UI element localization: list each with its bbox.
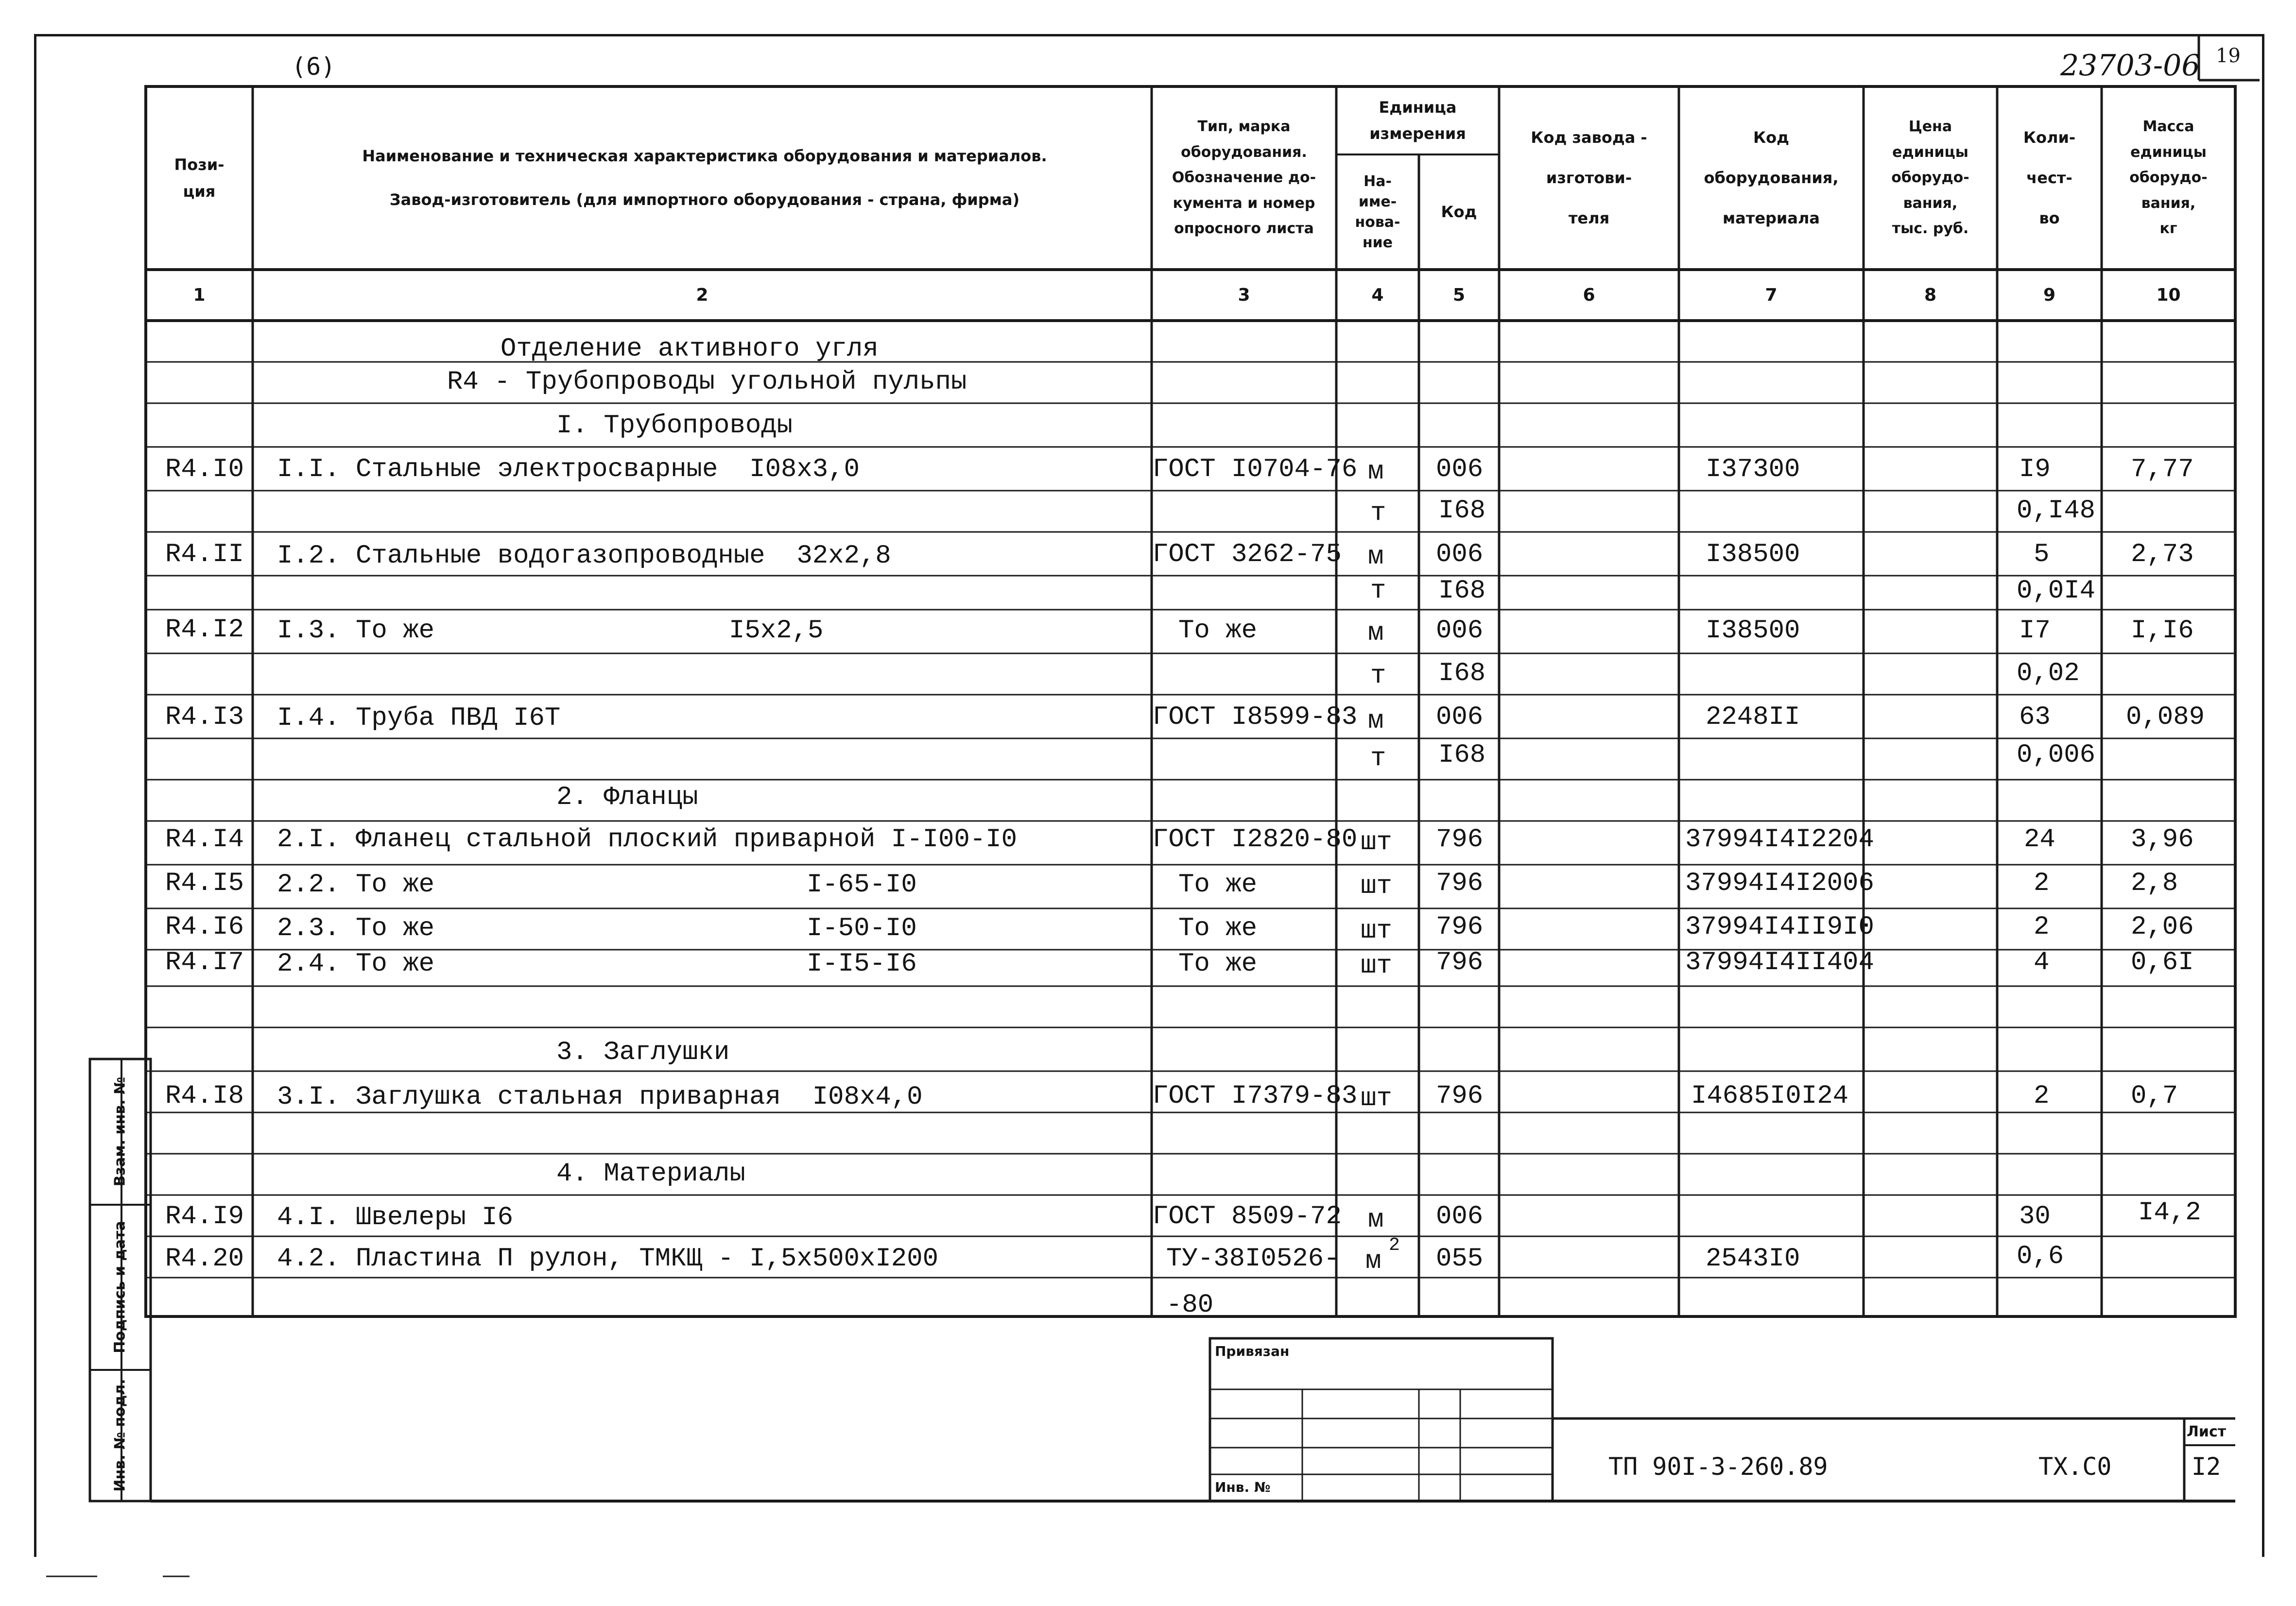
cell-name: 4.2. Пластина П рулон, ТМКЩ - I,5х500хI200 (277, 1244, 939, 1274)
cell-equipment-code: 2543I0 (1706, 1244, 1800, 1274)
section-heading: I. Трубопроводы (556, 411, 793, 441)
col-number: 6 (1583, 285, 1595, 305)
cell-equipment-code: 37994I4I2204 (1685, 825, 1874, 854)
title-block-inv-label: Инв. № (1215, 1479, 1271, 1495)
col-number: 7 (1765, 285, 1778, 305)
cell-unit-code: 006 (1436, 455, 1484, 484)
cell-quantity: I9 (2019, 455, 2051, 484)
cell-unit-code: I68 (1438, 576, 1486, 606)
cell-position: R4.I4 (165, 825, 244, 854)
cell-unit: т (1370, 576, 1386, 606)
cell-position: R4.I5 (165, 869, 244, 898)
side-stamp-signature-date: Подпись и дата (111, 1221, 129, 1353)
cell-unit: м (1368, 618, 1384, 648)
cell-unit: шт (1361, 916, 1392, 946)
side-stamp-replaced-inv: Взам. инв. № (111, 1076, 129, 1187)
cell-mass: 0,7 (2131, 1081, 2178, 1111)
cell-unit: т (1370, 661, 1386, 691)
cell-unit: м (1368, 706, 1384, 736)
section-heading: 3. Заглушки (556, 1038, 730, 1067)
col-header-unit-code: Код (1441, 203, 1477, 222)
col-header-name: Наименование и техническая характеристика оборудования и материалов. Завод-изготовитель (для импортного оборудования - страна, фирма) (362, 146, 1047, 209)
cell-mass: 3,96 (2131, 825, 2194, 854)
cell-quantity: 0,006 (2017, 740, 2096, 770)
cell-mass: 7,77 (2131, 455, 2194, 484)
cell-doc: То же (1178, 870, 1258, 900)
cell-quantity: 2 (2034, 912, 2050, 942)
cell-equipment-code: 2248II (1706, 702, 1800, 732)
cell-quantity: I7 (2019, 616, 2051, 646)
handwritten-doc-number: 23703-06 (2060, 49, 2200, 83)
cell-name: 2.I. Фланец стальной плоский приварной I-I00-I0 (277, 825, 1018, 854)
cell-unit-code: I68 (1438, 659, 1486, 688)
col-header-quantity: Коли- чест- во (2023, 128, 2076, 228)
cell-equipment-code: 37994I4II9I0 (1685, 912, 1874, 942)
cell-doc: ГОСТ I0704-76 (1153, 455, 1358, 484)
col-header-price: Цена единицы оборудо- вания, тыс. руб. (1891, 118, 1969, 238)
col-number: 8 (1924, 285, 1937, 305)
cell-doc: ГОСТ 8509-72 (1153, 1202, 1342, 1231)
col-header-equipment-code: Код оборудования, материала (1704, 128, 1839, 228)
col-number: 10 (2156, 285, 2181, 305)
cell-unit: шт (1361, 828, 1392, 857)
cell-mass: I4,2 (2138, 1198, 2201, 1228)
cell-equipment-code: I38500 (1706, 616, 1800, 646)
cell-position: R4.I7 (165, 948, 244, 977)
cell-doc: ТУ-38I0526- (1166, 1244, 1340, 1274)
sheet-marker: (6) (292, 52, 336, 81)
cell-unit-code: 796 (1436, 912, 1484, 942)
cell-unit: т (1370, 498, 1386, 528)
cell-equipment-code: I37300 (1706, 455, 1800, 484)
cell-position: R4.I3 (165, 702, 244, 732)
cell-position: R4.I6 (165, 912, 244, 942)
cell-unit-code: 796 (1436, 948, 1484, 977)
cell-unit: м (1368, 457, 1384, 487)
col-header-position: Пози- ция (174, 155, 224, 201)
cell-name: 2.4. То же (277, 949, 435, 979)
cell-unit: м (1365, 1247, 1381, 1276)
cell-quantity: 4 (2034, 948, 2050, 977)
cell-doc: ГОСТ I2820-80 (1153, 825, 1358, 854)
cell-unit-code: I68 (1438, 740, 1486, 770)
cell-unit-code: I68 (1438, 496, 1486, 526)
cell-quantity: 2 (2034, 869, 2050, 898)
cell-unit-code: 006 (1436, 540, 1484, 569)
sheet-label: Лист (2187, 1423, 2227, 1440)
cell-quantity: 0,0I4 (2017, 576, 2096, 606)
col-number: 5 (1452, 285, 1466, 305)
cell-unit-code: 006 (1436, 616, 1484, 646)
cell-unit-superscript: 2 (1389, 1235, 1400, 1256)
col-header-type: Тип, марка оборудования. Обозначение до- кумента и номер опросного листа (1172, 118, 1316, 238)
cell-quantity: 0,02 (2017, 659, 2080, 688)
document-mark: ТХ.С0 (2038, 1452, 2112, 1481)
cell-unit-code: 006 (1436, 702, 1484, 732)
cell-name: I.4. Труба ПВД I6Т (277, 703, 561, 733)
cell-quantity: 0,I48 (2017, 496, 2096, 526)
cell-mass: 2,8 (2131, 869, 2178, 898)
cell-position: R4.I0 (165, 455, 244, 484)
cell-name-size: I-50-I0 (807, 914, 917, 943)
cell-doc: ГОСТ 3262-75 (1153, 540, 1342, 569)
corner-page-number: 19 (2216, 45, 2241, 67)
cell-quantity: 63 (2019, 702, 2051, 732)
cell-name-size: I-I5-I6 (807, 949, 917, 979)
cell-unit-code: 796 (1436, 825, 1484, 854)
cell-mass: I,I6 (2131, 616, 2194, 646)
cell-unit: м (1368, 542, 1384, 572)
document-code: ТП 90I-3-260.89 (1608, 1452, 1828, 1481)
cell-doc: То же (1178, 616, 1258, 646)
cell-name: I.3. То же (277, 616, 435, 646)
cell-equipment-code: 37994I4II404 (1685, 948, 1874, 977)
cell-doc: ГОСТ I7379-83 (1153, 1081, 1358, 1111)
cell-name-size: I-65-I0 (807, 870, 917, 900)
cell-quantity: 30 (2019, 1202, 2051, 1231)
cell-position: R4.I2 (165, 615, 244, 645)
cell-doc: -80 (1166, 1290, 1214, 1320)
section-heading: 2. Фланцы (556, 783, 698, 812)
cell-name: 2.3. То же (277, 914, 435, 943)
cell-unit: т (1370, 744, 1386, 773)
cell-quantity: 5 (2034, 540, 2050, 569)
col-number: 9 (2043, 285, 2056, 305)
cell-unit-code: 796 (1436, 1081, 1484, 1111)
col-header-unit-group: Единица измерения (1369, 98, 1466, 143)
section-heading: 4. Материалы (556, 1159, 745, 1189)
side-stamp-inv-original: Инв. № подл. (111, 1379, 129, 1492)
cell-unit: шт (1361, 951, 1392, 981)
col-number: 1 (193, 285, 206, 305)
cell-name: I.I. Стальные электросварные I08х3,0 (277, 455, 860, 484)
section-heading: Отделение активного угля (501, 334, 879, 364)
cell-unit-code: 055 (1436, 1244, 1484, 1274)
sheet-number: I2 (2192, 1452, 2221, 1481)
title-block-privyazan: Привязан (1215, 1343, 1290, 1359)
col-header-unit-name: На- име- нова- ние (1355, 172, 1400, 251)
col-number: 3 (1238, 285, 1250, 305)
cell-unit: шт (1361, 871, 1392, 901)
cell-position: R4.I8 (165, 1081, 244, 1111)
cell-doc: ГОСТ I8599-83 (1153, 702, 1358, 732)
cell-name: 4.I. Швелеры I6 (277, 1203, 514, 1232)
cell-position: R4.I9 (165, 1202, 244, 1231)
cell-position: R4.20 (165, 1244, 244, 1274)
cell-doc: То же (1178, 949, 1258, 979)
col-number: 2 (696, 285, 708, 305)
cell-equipment-code: I4685I0I24 (1691, 1081, 1849, 1111)
cell-mass: 0,089 (2126, 702, 2205, 732)
col-header-mass: Масса единицы оборудо- вания, кг (2129, 118, 2208, 238)
cell-name: 2.2. То же (277, 870, 435, 900)
cell-unit-code: 796 (1436, 869, 1484, 898)
cell-quantity: 24 (2024, 825, 2055, 854)
cell-mass: 0,6I (2131, 948, 2194, 977)
cell-unit-code: 006 (1436, 1202, 1484, 1231)
col-header-factory-code: Код завода - изготови- теля (1531, 128, 1647, 228)
cell-doc: То же (1178, 914, 1258, 943)
cell-position: R4.II (165, 540, 244, 569)
cell-name: 3.I. Заглушка стальная приварная I08х4,0 (277, 1082, 923, 1112)
cell-quantity: 0,6 (2017, 1242, 2064, 1271)
cell-equipment-code: 37994I4I2006 (1685, 869, 1874, 898)
col-number: 4 (1371, 285, 1384, 305)
cell-equipment-code: I38500 (1706, 540, 1800, 569)
cell-quantity: 2 (2034, 1081, 2050, 1111)
cell-unit: шт (1361, 1084, 1392, 1113)
cell-mass: 2,73 (2131, 540, 2194, 569)
cell-mass: 2,06 (2131, 912, 2194, 942)
cell-unit: м (1368, 1205, 1384, 1235)
section-heading: R4 - Трубопроводы угольной пульпы (447, 367, 967, 397)
cell-name-size: I5х2,5 (729, 616, 824, 646)
cell-name: I.2. Стальные водогазопроводные 32х2,8 (277, 541, 891, 571)
